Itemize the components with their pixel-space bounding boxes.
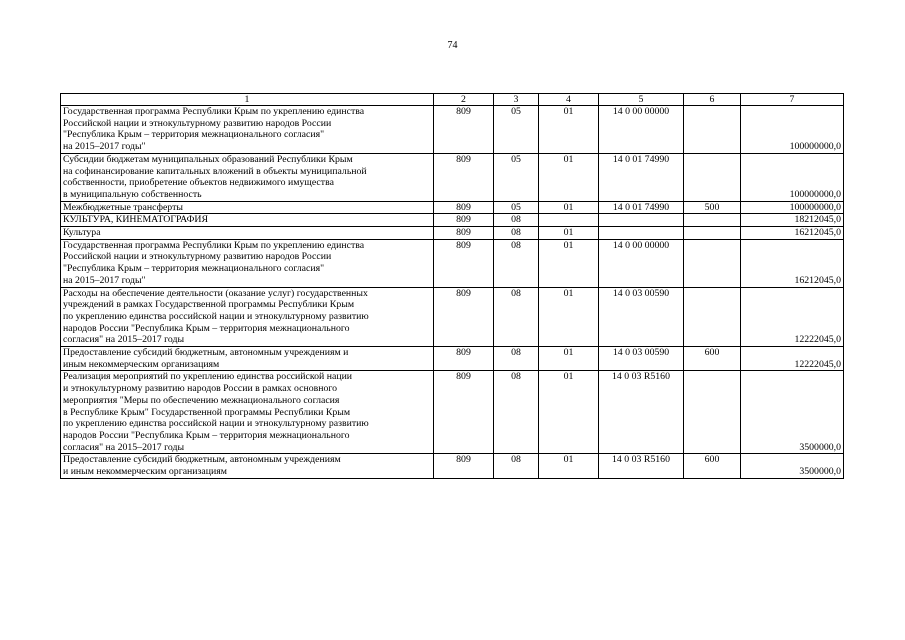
header-cell: 2 (434, 94, 494, 106)
row-name-line: иным некоммерческим организациям (63, 358, 220, 370)
code-cell-4: 01 (539, 454, 599, 478)
code-cell-3: 08 (494, 287, 539, 347)
header-cell: 7 (741, 94, 844, 106)
code-cell-3: 08 (494, 214, 539, 227)
table-row (61, 371, 844, 454)
row-name-line: КУЛЬТУРА, КИНЕМАТОГРАФИЯ (63, 214, 208, 226)
code-cell-4: 01 (539, 287, 599, 347)
table-row (61, 214, 844, 227)
row-name-line: согласия" на 2015–2017 годы (63, 441, 185, 453)
row-name-line: народов России "Республика Крым – территория межнационального (63, 322, 350, 334)
code-cell-3: 05 (494, 106, 539, 154)
table-row (61, 106, 844, 154)
code-cell-2: 809 (434, 371, 494, 454)
row-name-line: и этнокультурному развитию народов России в рамках основного (63, 383, 338, 395)
row-name-cell (61, 239, 434, 287)
header-cell: 3 (494, 94, 539, 106)
code-cell-5 (599, 214, 684, 227)
table-header-row (61, 94, 844, 106)
code-cell-3: 08 (494, 454, 539, 478)
code-cell-4 (539, 214, 599, 227)
code-cell-6: 600 (684, 347, 741, 371)
row-name-cell (61, 214, 434, 227)
amount-cell: 3500000,0 (741, 454, 844, 478)
code-cell-5: 14 0 00 00000 (599, 239, 684, 287)
code-cell-5: 14 0 03 R5160 (599, 454, 684, 478)
code-cell-6 (684, 227, 741, 240)
header-cell: 1 (61, 94, 434, 106)
code-cell-5: 14 0 03 00590 (599, 287, 684, 347)
code-cell-2: 809 (434, 201, 494, 214)
table-row (61, 201, 844, 214)
amount-cell: 100000000,0 (741, 201, 844, 214)
code-cell-4: 01 (539, 201, 599, 214)
row-name-line: Субсидии бюджетам муниципальных образований Республики Крым (63, 153, 353, 165)
row-name-cell (61, 106, 434, 154)
row-name-line: на 2015–2017 годы" (63, 274, 146, 286)
code-cell-6 (684, 371, 741, 454)
row-name-line: Межбюджетные трансферты (63, 201, 183, 213)
row-name-cell (61, 201, 434, 214)
code-cell-3: 08 (494, 239, 539, 287)
row-name-line: Культура (63, 227, 101, 239)
code-cell-2: 809 (434, 153, 494, 201)
code-cell-5: 14 0 01 74990 (599, 201, 684, 214)
amount-cell: 16212045,0 (741, 239, 844, 287)
budget-table (60, 93, 844, 479)
row-name-line: согласия" на 2015–2017 годы (63, 334, 185, 346)
code-cell-6 (684, 239, 741, 287)
code-cell-5: 14 0 03 R5160 (599, 371, 684, 454)
row-name-line: Российской нации и этнокультурному развитию народов России (63, 117, 332, 129)
code-cell-3: 05 (494, 153, 539, 201)
table-row (61, 454, 844, 478)
row-name-cell (61, 287, 434, 347)
row-name-cell (61, 347, 434, 371)
row-name-cell (61, 227, 434, 240)
amount-cell: 18212045,0 (741, 214, 844, 227)
header-cell: 5 (599, 94, 684, 106)
row-name-cell (61, 454, 434, 478)
amount-cell: 12222045,0 (741, 347, 844, 371)
row-name-line: Реализация мероприятий по укреплению единства российской нации (63, 371, 353, 383)
row-name-line: и иным некоммерческим организациям (63, 466, 227, 478)
amount-cell: 100000000,0 (741, 106, 844, 154)
code-cell-4: 01 (539, 153, 599, 201)
page-number: 74 (447, 40, 458, 51)
code-cell-5 (599, 227, 684, 240)
code-cell-3: 05 (494, 201, 539, 214)
code-cell-2: 809 (434, 214, 494, 227)
row-name-line: "Республика Крым – территория межнационального согласия" (63, 129, 325, 141)
code-cell-3: 08 (494, 227, 539, 240)
table-row (61, 239, 844, 287)
header-cell: 6 (684, 94, 741, 106)
header-cell: 4 (539, 94, 599, 106)
row-name-line: учреждений в рамках Государственной программы Республики Крым (63, 299, 355, 311)
code-cell-3: 08 (494, 347, 539, 371)
row-name-line: Расходы на обеспечение деятельности (оказание услуг) государственных (63, 287, 368, 299)
amount-cell: 16212045,0 (741, 227, 844, 240)
code-cell-6 (684, 214, 741, 227)
code-cell-5: 14 0 00 00000 (599, 106, 684, 154)
amount-cell: 12222045,0 (741, 287, 844, 347)
code-cell-4: 01 (539, 347, 599, 371)
row-name-cell (61, 153, 434, 201)
code-cell-3: 08 (494, 371, 539, 454)
code-cell-2: 809 (434, 347, 494, 371)
table-row (61, 287, 844, 347)
row-name-line: Российской нации и этнокультурному развитию народов России (63, 251, 332, 263)
code-cell-2: 809 (434, 239, 494, 287)
code-cell-6 (684, 287, 741, 347)
row-name-line: на софинансирование капитальных вложений в объекты муниципальной (63, 165, 367, 177)
row-name-line: Предоставление субсидий бюджетным, автономным учреждениям и (63, 347, 349, 359)
code-cell-5: 14 0 03 00590 (599, 347, 684, 371)
amount-cell: 100000000,0 (741, 153, 844, 201)
row-name-line: Предоставление субсидий бюджетным, автономным учреждениям (63, 454, 341, 466)
code-cell-4: 01 (539, 371, 599, 454)
table-row (61, 227, 844, 240)
code-cell-6: 500 (684, 201, 741, 214)
row-name-line: мероприятия "Меры по обеспечению межнационального согласия (63, 394, 340, 406)
row-name-line: по укреплению единства российской нации и этнокультурному развитию (63, 418, 369, 430)
code-cell-2: 809 (434, 454, 494, 478)
code-cell-2: 809 (434, 287, 494, 347)
row-name-line: в муниципальную собственность (63, 188, 202, 200)
row-name-line: Государственная программа Республики Крым по укреплению единства (63, 239, 365, 251)
row-name-line: Государственная программа Республики Крым по укреплению единства (63, 106, 365, 117)
code-cell-4: 01 (539, 239, 599, 287)
code-cell-6 (684, 153, 741, 201)
code-cell-6 (684, 106, 741, 154)
row-name-line: собственности, приобретение объектов недвижимого имущества (63, 177, 334, 189)
code-cell-4: 01 (539, 106, 599, 154)
table-row (61, 153, 844, 201)
amount-cell: 3500000,0 (741, 371, 844, 454)
row-name-line: "Республика Крым – территория межнационального согласия" (63, 263, 325, 275)
code-cell-2: 809 (434, 227, 494, 240)
code-cell-2: 809 (434, 106, 494, 154)
row-name-cell (61, 371, 434, 454)
row-name-line: на 2015–2017 годы" (63, 141, 146, 153)
code-cell-6: 600 (684, 454, 741, 478)
row-name-line: по укреплению единства российской нации и этнокультурному развитию (63, 310, 369, 322)
code-cell-4: 01 (539, 227, 599, 240)
table-row (61, 347, 844, 371)
code-cell-5: 14 0 01 74990 (599, 153, 684, 201)
row-name-line: в Республике Крым" Государственной программы Республики Крым (63, 406, 351, 418)
row-name-line: народов России "Республика Крым – территория межнационального (63, 429, 350, 441)
